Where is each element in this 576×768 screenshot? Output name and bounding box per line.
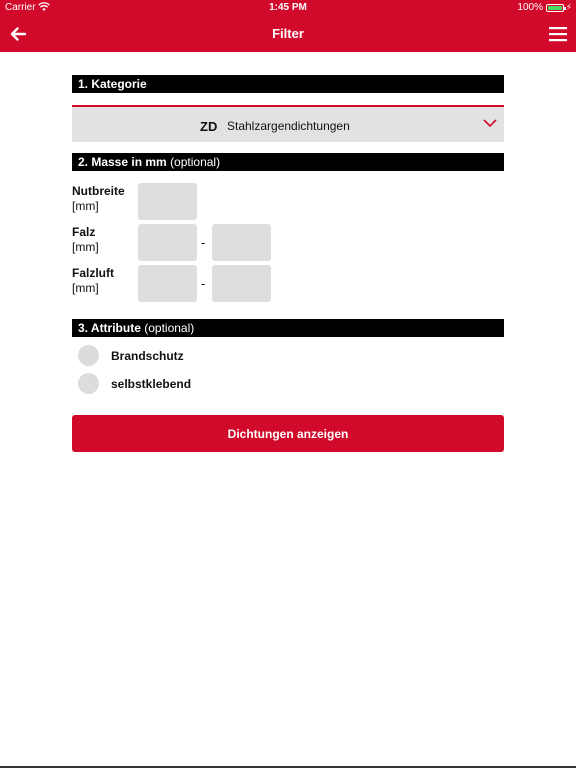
nutbreite-label: [72, 184, 125, 214]
hamburger-menu-icon[interactable]: [548, 24, 568, 44]
battery-percentage: 100%: [517, 2, 543, 13]
section-header-kategorie: [72, 75, 504, 93]
falz-max-input[interactable]: [212, 224, 271, 261]
selbstklebend-label[interactable]: selbstklebend: [111, 377, 192, 391]
falz-min-input[interactable]: [138, 224, 197, 261]
range-separator: -: [201, 235, 206, 250]
section-title: 2. Masse in mm: [78, 155, 167, 169]
optional-hint: (optional): [170, 155, 221, 169]
selbstklebend-radio[interactable]: [78, 373, 99, 394]
field-label: Nutbreite: [72, 184, 125, 198]
carrier-label: Carrier: [5, 2, 36, 13]
unit-label: [mm]: [72, 199, 99, 213]
field-label: Falzluft: [72, 266, 114, 280]
section-header-attribute: [72, 319, 504, 337]
brandschutz-label[interactable]: Brandschutz: [111, 349, 184, 363]
page-title: Filter: [272, 26, 304, 41]
section-title: 1. Kategorie: [78, 77, 147, 91]
chevron-down-icon: [482, 115, 498, 131]
nutbreite-input[interactable]: [138, 183, 197, 220]
brandschutz-radio[interactable]: [78, 345, 99, 366]
optional-hint: (optional): [144, 321, 195, 335]
unit-label: [mm]: [72, 281, 99, 295]
category-name: Stahlzargendichtungen: [227, 119, 350, 133]
falzluft-label: [72, 266, 114, 296]
charging-icon: ⚡︎: [565, 2, 572, 12]
falzluft-min-input[interactable]: [138, 265, 197, 302]
falz-label: [72, 225, 99, 255]
nav-bar: [0, 16, 576, 52]
category-code: ZD: [200, 119, 218, 134]
falzluft-max-input[interactable]: [212, 265, 271, 302]
status-bar: [0, 0, 576, 16]
unit-label: [mm]: [72, 240, 99, 254]
field-label: Falz: [72, 225, 96, 239]
category-select[interactable]: [72, 105, 504, 142]
battery-icon: [546, 4, 564, 12]
section-title: 3. Attribute: [78, 321, 141, 335]
clock: 1:45 PM: [269, 2, 307, 13]
show-seals-button[interactable]: Dichtungen anzeigen: [72, 415, 504, 452]
range-separator: -: [201, 276, 206, 291]
section-header-masse: [72, 153, 504, 171]
